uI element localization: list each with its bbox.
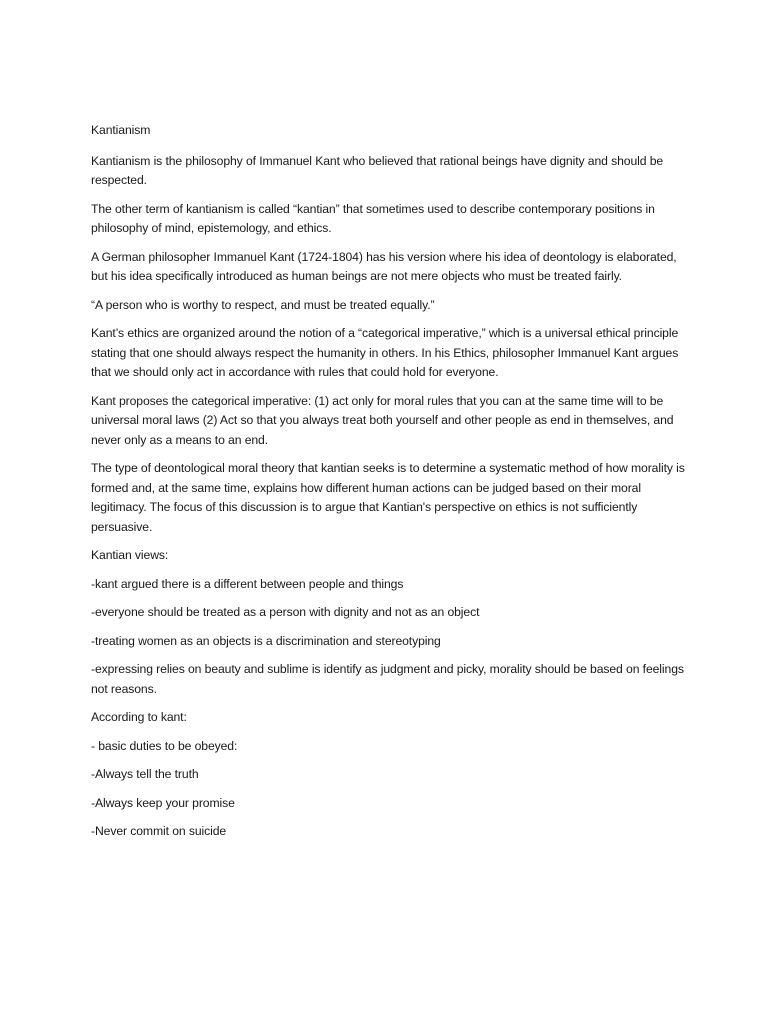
list-item: -Always tell the truth [91,767,199,781]
list-item: -treating women as an objects is a discrimination and stereotyping [91,633,441,648]
list-item: -everyone should be treated as a person with dignity and not as an object [91,605,480,619]
paragraph-quote: “A person who is worthy to respect, and must be treated equally.” [91,297,435,312]
paragraph-deontological-theory: The type of deontological moral theory that kantian seeks is to determine a systematic method of how morality is formed and, at the same time, explains how different human actions can be judged based on their moral legitimacy. The focus of this discussion is to argue that Kantian's perspective on ethics is not sufficiently persuasive. [91,461,685,534]
paragraph-definition: Kantianism is the philosophy of Immanuel Kant who believed that rational beings have dignity and should be respected. [91,153,664,187]
paragraph-other-term: The other term of kantianism is called “kantian” that sometimes used to describe contemporary positions in philosophy of mind, epistemology, and ethics. [91,201,655,235]
heading-kantian-views: Kantian views: [91,548,169,562]
heading-according-to-kant: According to kant: [91,710,187,724]
list-item: -expressing relies on beauty and sublime is identify as judgment and picky, morality should be based on feelings not reasons. [91,662,684,696]
paragraph-german-philosopher: A German philosopher Immanuel Kant (1724-1804) has his version where his idea of deontology is elaborated, but his idea specifically introduced as human beings are not mere objects who must be treated fairly. [91,249,677,283]
list-item: -kant argued there is a different between people and things [91,576,404,591]
paragraph-kant-proposes: Kant proposes the categorical imperative: (1) act only for moral rules that you can at the same time will to be universal moral laws (2) Act so that you always treat both yourself and other people as end in themselves, and never only as a means to an end. [91,393,674,447]
document-page [91,121,691,851]
list-item: -Always keep your promise [91,795,235,810]
document-title: Kantianism [91,123,151,137]
list-item: -Never commit on suicide [91,824,227,838]
paragraph-categorical-imperative: Kant’s ethics are organized around the notion of a “categorical imperative,” which is a universal ethical principle stating that one should always respect the humanity in others. In his Ethics, philosopher Immanuel Kant argues that we should only act in accordance with rules that could hold for everyone. [91,326,679,379]
list-item: - basic duties to be obeyed: [91,738,238,753]
